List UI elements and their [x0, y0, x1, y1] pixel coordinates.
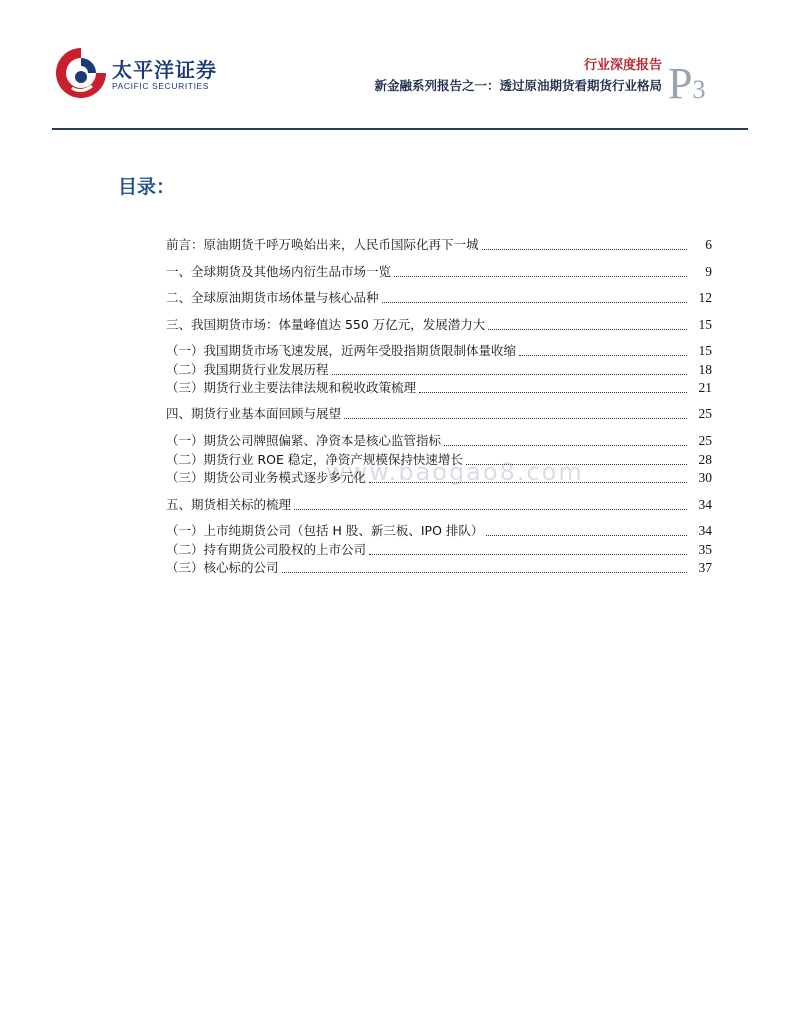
- toc-entry[interactable]: [166, 262, 712, 282]
- toc-entry-title: （三）核心标的公司: [166, 560, 279, 575]
- toc-entry[interactable]: [166, 540, 712, 560]
- toc-entry-title: 五、期货相关标的梳理: [166, 497, 292, 512]
- toc-entry[interactable]: [166, 404, 712, 424]
- toc-entry-title: （一）上市纯期货公司（包括 H 股、新三板、IPO 排队）: [166, 523, 484, 538]
- toc-entry-title: （二）我国期货行业发展历程: [166, 362, 329, 377]
- toc-leader-dots: [332, 374, 687, 375]
- toc-entry-page: 25: [698, 406, 712, 421]
- toc-entry[interactable]: [166, 521, 712, 541]
- toc-leader-dots: [344, 418, 687, 419]
- report-category: 行业深度报告: [583, 58, 662, 73]
- toc-leader-dots: [382, 302, 687, 303]
- toc-entry[interactable]: [166, 558, 712, 578]
- page-digit: 3: [692, 75, 706, 104]
- toc-entry[interactable]: [166, 468, 712, 488]
- toc-entry-page: 37: [698, 560, 712, 575]
- toc-entry-title: （二）持有期货公司股权的上市公司: [166, 542, 367, 557]
- toc-entry[interactable]: [166, 450, 712, 470]
- toc-leader-dots: [486, 535, 687, 536]
- toc-leader-dots: [444, 445, 687, 446]
- pacific-securities-logo-icon: [52, 44, 110, 102]
- toc-entry-title: 一、全球期货及其他场内衍生品市场一览: [166, 264, 392, 279]
- toc-entry-page: 9: [705, 264, 712, 279]
- toc-entry-title: 四、期货行业基本面回顾与展望: [166, 406, 342, 421]
- toc-leader-dots: [482, 249, 687, 250]
- toc-entry-page: 6: [705, 237, 712, 252]
- toc-leader-dots: [369, 482, 687, 483]
- toc-entry[interactable]: [166, 315, 712, 335]
- toc-entry-page: 35: [698, 542, 712, 557]
- toc-entry-page: 21: [698, 380, 712, 395]
- toc-leader-dots: [294, 509, 687, 510]
- toc-leader-dots: [394, 276, 687, 277]
- toc-entry-page: 15: [698, 317, 712, 332]
- toc-entry[interactable]: [166, 378, 712, 398]
- toc-entry[interactable]: [166, 495, 712, 515]
- toc-entry-page: 25: [698, 433, 712, 448]
- toc-entry-title: （二）期货行业 ROE 稳定，净资产规模保持快速增长: [166, 452, 463, 467]
- report-title: 新金融系列报告之一：透过原油期货看期货行业格局: [374, 78, 662, 93]
- toc-entry-page: 34: [698, 497, 712, 512]
- toc-leader-dots: [369, 554, 687, 555]
- toc-leader-dots: [519, 355, 687, 356]
- toc-entry-title: （一）期货公司牌照偏紧、净资本是核心监管指标: [166, 433, 442, 448]
- page-letter: P: [668, 59, 693, 108]
- logo-chinese-name: 太平洋证券: [112, 58, 217, 82]
- toc-entry-page: 12: [698, 290, 712, 305]
- toc-entry[interactable]: [166, 288, 712, 308]
- toc-entry[interactable]: [166, 341, 712, 361]
- toc-leader-dots: [419, 392, 687, 393]
- toc-heading: 目录：: [118, 176, 176, 198]
- toc-entry-title: （一）我国期货市场飞速发展，近两年受股指期货限制体量收缩: [166, 343, 517, 358]
- toc-entry-title: 前言：原油期货千呼万唤始出来，人民币国际化再下一城: [166, 237, 479, 252]
- toc-entry-title: 二、全球原油期货市场体量与核心品种: [166, 290, 379, 305]
- toc-leader-dots: [488, 329, 687, 330]
- toc-entry-title: （三）期货行业主要法律法规和税收政策梳理: [166, 380, 417, 395]
- toc-leader-dots: [282, 572, 687, 573]
- toc-entry-page: 18: [698, 362, 712, 377]
- toc-leader-dots: [466, 464, 687, 465]
- toc-entry-page: 15: [698, 343, 712, 358]
- toc-entry-page: 28: [698, 452, 712, 467]
- toc-entry-title: （三）期货公司业务模式逐步多元化: [166, 470, 367, 485]
- toc-entry[interactable]: [166, 235, 712, 255]
- logo-english-name: PACIFIC SECURITIES: [112, 81, 210, 91]
- table-of-contents: [166, 0, 712, 600]
- toc-entry[interactable]: [166, 360, 712, 380]
- toc-entry[interactable]: [166, 431, 712, 451]
- toc-entry-page: 30: [698, 470, 712, 485]
- toc-entry-title: 三、我国期货市场：体量峰值达 550 万亿元，发展潜力大: [166, 317, 486, 332]
- watermark: www.baogao8.com: [326, 458, 584, 486]
- toc-entry-page: 34: [698, 523, 712, 538]
